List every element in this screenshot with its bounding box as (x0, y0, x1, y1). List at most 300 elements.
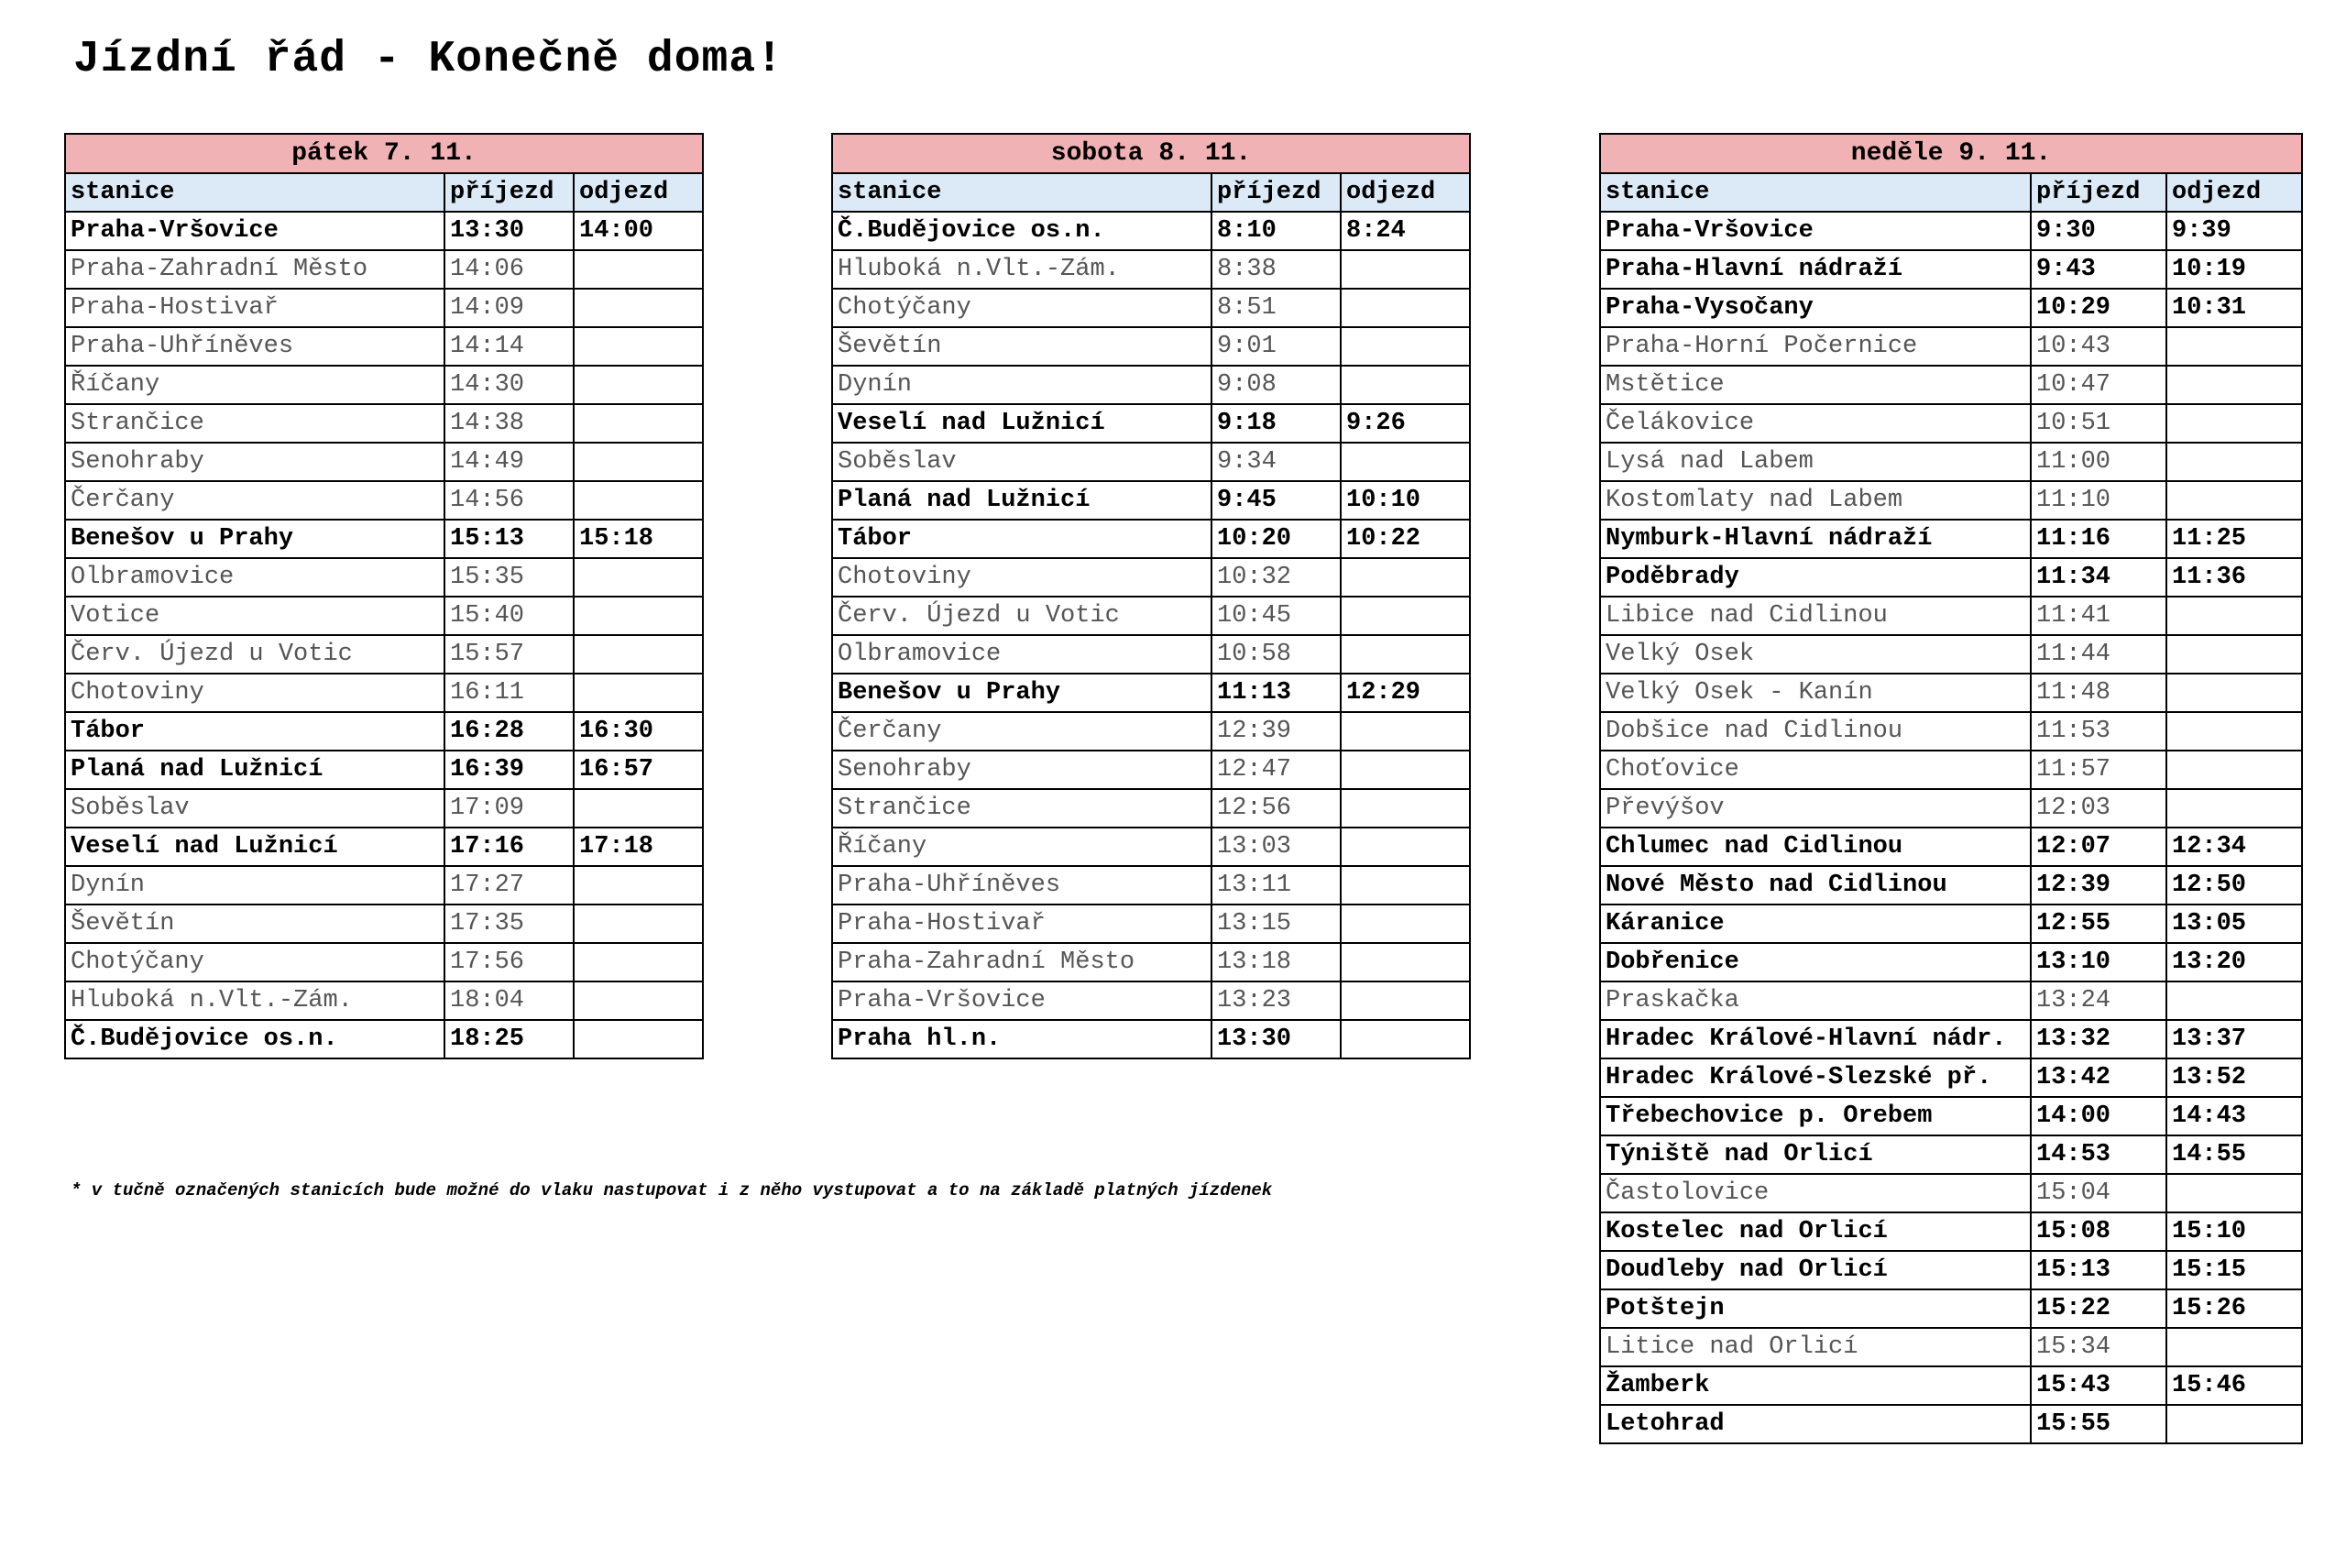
station-cell: Praha-Vršovice (65, 212, 444, 250)
departure-cell (1341, 905, 1470, 943)
arrival-cell: 11:16 (2031, 520, 2166, 558)
station-cell: Dobšice nad Cidlinou (1600, 712, 2031, 751)
departure-cell (1341, 289, 1470, 327)
station-cell: Chotýčany (65, 943, 444, 981)
departure-cell (2166, 404, 2302, 443)
table-row (832, 828, 1470, 866)
station-cell: Dynín (65, 866, 444, 905)
day-header (832, 134, 1470, 173)
table-row (1600, 327, 2302, 366)
table-row (1600, 635, 2302, 674)
arrival-cell: 15:55 (2031, 1405, 2166, 1443)
table-row (1600, 1212, 2302, 1251)
station-cell: Praha-Uhříněves (832, 866, 1211, 905)
table-row (1600, 866, 2302, 905)
departure-cell (574, 250, 703, 289)
table-row (65, 712, 703, 751)
table-row (1600, 366, 2302, 404)
station-cell: Praha-Hlavní nádraží (1600, 250, 2031, 289)
departure-cell (2166, 366, 2302, 404)
station-cell: Chlumec nad Cidlinou (1600, 828, 2031, 866)
arrival-cell: 9:30 (2031, 212, 2166, 250)
arrival-cell: 9:18 (1211, 404, 1341, 443)
arrival-cell: 10:29 (2031, 289, 2166, 327)
column-header-arrival: příjezd (444, 173, 574, 212)
station-cell: Říčany (65, 366, 444, 404)
departure-cell (2166, 981, 2302, 1020)
departure-cell: 9:26 (1341, 404, 1470, 443)
arrival-cell: 14:14 (444, 327, 574, 366)
departure-cell (2166, 712, 2302, 751)
arrival-cell: 15:40 (444, 597, 574, 635)
station-cell: Červ. Újezd u Votic (65, 635, 444, 674)
arrival-cell: 14:53 (2031, 1135, 2166, 1174)
station-cell: Praha hl.n. (832, 1020, 1211, 1058)
arrival-cell: 8:38 (1211, 250, 1341, 289)
arrival-cell: 13:42 (2031, 1058, 2166, 1097)
station-cell: Soběslav (832, 443, 1211, 481)
timetable-saturday (831, 133, 1471, 1059)
arrival-cell: 10:20 (1211, 520, 1341, 558)
station-cell: Říčany (832, 828, 1211, 866)
station-cell: Čelákovice (1600, 404, 2031, 443)
arrival-cell: 11:10 (2031, 481, 2166, 520)
departure-cell: 10:22 (1341, 520, 1470, 558)
arrival-cell: 12:39 (1211, 712, 1341, 751)
table-row (1600, 751, 2302, 789)
station-cell: Čerčany (65, 481, 444, 520)
departure-cell (1341, 366, 1470, 404)
station-cell: Hradec Králové-Hlavní nádr. (1600, 1020, 2031, 1058)
departure-cell (1341, 828, 1470, 866)
departure-cell (574, 866, 703, 905)
arrival-cell: 8:51 (1211, 289, 1341, 327)
table-row (1600, 289, 2302, 327)
departure-cell (574, 943, 703, 981)
arrival-cell: 9:43 (2031, 250, 2166, 289)
station-cell: Hluboká n.Vlt.-Zám. (65, 981, 444, 1020)
station-cell: Mstětice (1600, 366, 2031, 404)
arrival-cell: 11:13 (1211, 674, 1341, 712)
station-cell: Žamberk (1600, 1366, 2031, 1405)
departure-cell: 15:18 (574, 520, 703, 558)
station-cell: Praha-Vršovice (832, 981, 1211, 1020)
departure-cell: 13:52 (2166, 1058, 2302, 1097)
departure-cell (2166, 789, 2302, 828)
station-cell: Praha-Horní Počernice (1600, 327, 2031, 366)
table-row (1600, 1135, 2302, 1174)
table-row (832, 905, 1470, 943)
departure-cell: 12:29 (1341, 674, 1470, 712)
table-row (1600, 558, 2302, 597)
table-row (832, 443, 1470, 481)
table-row (65, 443, 703, 481)
table-row (1600, 597, 2302, 635)
arrival-cell: 10:45 (1211, 597, 1341, 635)
departure-cell: 14:00 (574, 212, 703, 250)
table-row (65, 520, 703, 558)
departure-cell (1341, 635, 1470, 674)
arrival-cell: 17:56 (444, 943, 574, 981)
departure-cell (574, 1020, 703, 1058)
departure-cell: 16:30 (574, 712, 703, 751)
table-row (832, 597, 1470, 635)
station-cell: Benešov u Prahy (65, 520, 444, 558)
arrival-cell: 13:23 (1211, 981, 1341, 1020)
arrival-cell: 18:04 (444, 981, 574, 1020)
station-cell: Chotýčany (832, 289, 1211, 327)
departure-cell (2166, 481, 2302, 520)
station-cell: Libice nad Cidlinou (1600, 597, 2031, 635)
table-row (832, 250, 1470, 289)
table-row (832, 943, 1470, 981)
station-cell: Hluboká n.Vlt.-Zám. (832, 250, 1211, 289)
station-cell: Kostomlaty nad Labem (1600, 481, 2031, 520)
departure-cell (574, 635, 703, 674)
arrival-cell: 13:32 (2031, 1020, 2166, 1058)
arrival-cell: 11:48 (2031, 674, 2166, 712)
station-cell: Olbramovice (832, 635, 1211, 674)
page-title: Jízdní řád - Konečně doma! (73, 35, 784, 84)
station-cell: Praha-Vysočany (1600, 289, 2031, 327)
station-cell: Praha-Zahradní Město (65, 250, 444, 289)
table-row (832, 212, 1470, 250)
departure-cell (1341, 789, 1470, 828)
table-row (1600, 520, 2302, 558)
table-row (65, 789, 703, 828)
table-row (832, 558, 1470, 597)
station-cell: Olbramovice (65, 558, 444, 597)
day-label: pátek 7. 11. (65, 134, 703, 173)
arrival-cell: 10:43 (2031, 327, 2166, 366)
arrival-cell: 14:56 (444, 481, 574, 520)
departure-cell (1341, 1020, 1470, 1058)
departure-cell (2166, 327, 2302, 366)
arrival-cell: 15:13 (2031, 1251, 2166, 1289)
arrival-cell: 8:10 (1211, 212, 1341, 250)
arrival-cell: 16:11 (444, 674, 574, 712)
column-header-station: stanice (65, 173, 444, 212)
table-row (1600, 981, 2302, 1020)
arrival-cell: 12:56 (1211, 789, 1341, 828)
station-cell: Čerčany (832, 712, 1211, 751)
arrival-cell: 12:47 (1211, 751, 1341, 789)
station-cell: Votice (65, 597, 444, 635)
table-row (65, 366, 703, 404)
arrival-cell: 11:57 (2031, 751, 2166, 789)
station-cell: Nové Město nad Cidlinou (1600, 866, 2031, 905)
table-row (1600, 1020, 2302, 1058)
departure-cell: 11:36 (2166, 558, 2302, 597)
departure-cell: 15:10 (2166, 1212, 2302, 1251)
station-cell: Velký Osek - Kanín (1600, 674, 2031, 712)
arrival-cell: 12:39 (2031, 866, 2166, 905)
table-row (1600, 1328, 2302, 1366)
table-row (832, 481, 1470, 520)
station-cell: Poděbrady (1600, 558, 2031, 597)
arrival-cell: 12:55 (2031, 905, 2166, 943)
departure-cell (574, 366, 703, 404)
station-cell: Č.Budějovice os.n. (65, 1020, 444, 1058)
departure-cell (574, 597, 703, 635)
departure-cell: 10:31 (2166, 289, 2302, 327)
table-row (1600, 674, 2302, 712)
table-row (1600, 1251, 2302, 1289)
arrival-cell: 15:34 (2031, 1328, 2166, 1366)
arrival-cell: 9:45 (1211, 481, 1341, 520)
arrival-cell: 11:53 (2031, 712, 2166, 751)
station-cell: Praskačka (1600, 981, 2031, 1020)
station-cell: Kostelec nad Orlicí (1600, 1212, 2031, 1251)
arrival-cell: 15:08 (2031, 1212, 2166, 1251)
station-cell: Choťovice (1600, 751, 2031, 789)
table-row (832, 520, 1470, 558)
table-row (65, 674, 703, 712)
table-row (832, 751, 1470, 789)
departure-cell: 8:24 (1341, 212, 1470, 250)
table-row (65, 212, 703, 250)
arrival-cell: 17:16 (444, 828, 574, 866)
table-row (1600, 1289, 2302, 1328)
station-cell: Tábor (832, 520, 1211, 558)
arrival-cell: 17:35 (444, 905, 574, 943)
station-cell: Dynín (832, 366, 1211, 404)
arrival-cell: 13:11 (1211, 866, 1341, 905)
departure-cell (2166, 635, 2302, 674)
station-cell: Praha-Uhříněves (65, 327, 444, 366)
table-row (832, 366, 1470, 404)
arrival-cell: 15:22 (2031, 1289, 2166, 1328)
arrival-cell: 10:32 (1211, 558, 1341, 597)
station-cell: Převýšov (1600, 789, 2031, 828)
departure-cell (2166, 1328, 2302, 1366)
table-row (65, 828, 703, 866)
station-cell: Nymburk-Hlavní nádraží (1600, 520, 2031, 558)
departure-cell (574, 789, 703, 828)
arrival-cell: 10:58 (1211, 635, 1341, 674)
arrival-cell: 11:41 (2031, 597, 2166, 635)
arrival-cell: 13:30 (1211, 1020, 1341, 1058)
table-row (832, 1020, 1470, 1058)
station-cell: Planá nad Lužnicí (832, 481, 1211, 520)
arrival-cell: 14:38 (444, 404, 574, 443)
table-row (65, 250, 703, 289)
timetable-friday (64, 133, 704, 1059)
departure-cell (2166, 597, 2302, 635)
day-header (65, 134, 703, 173)
station-cell: Káranice (1600, 905, 2031, 943)
arrival-cell: 16:28 (444, 712, 574, 751)
arrival-cell: 11:00 (2031, 443, 2166, 481)
arrival-cell: 14:06 (444, 250, 574, 289)
departure-cell (1341, 866, 1470, 905)
table-row (1600, 1174, 2302, 1212)
station-cell: Tábor (65, 712, 444, 751)
table-row (1600, 1366, 2302, 1405)
column-header-station: stanice (1600, 173, 2031, 212)
departure-cell (574, 404, 703, 443)
arrival-cell: 14:30 (444, 366, 574, 404)
station-cell: Dobřenice (1600, 943, 2031, 981)
column-header-departure: odjezd (574, 173, 703, 212)
arrival-cell: 12:07 (2031, 828, 2166, 866)
station-cell: Č.Budějovice os.n. (832, 212, 1211, 250)
table-row (65, 558, 703, 597)
departure-cell (1341, 558, 1470, 597)
timetable-sunday (1599, 133, 2303, 1444)
departure-cell (574, 981, 703, 1020)
table-row (65, 981, 703, 1020)
table-row (832, 635, 1470, 674)
departure-cell (1341, 443, 1470, 481)
arrival-cell: 15:13 (444, 520, 574, 558)
table-row (65, 597, 703, 635)
departure-cell (1341, 751, 1470, 789)
departure-cell: 16:57 (574, 751, 703, 789)
departure-cell (574, 481, 703, 520)
arrival-cell: 10:51 (2031, 404, 2166, 443)
column-header-departure: odjezd (1341, 173, 1470, 212)
table-row (1600, 905, 2302, 943)
arrival-cell: 11:34 (2031, 558, 2166, 597)
arrival-cell: 17:27 (444, 866, 574, 905)
arrival-cell: 9:01 (1211, 327, 1341, 366)
table-row (65, 751, 703, 789)
table-row (65, 481, 703, 520)
arrival-cell: 13:30 (444, 212, 574, 250)
departure-cell: 10:10 (1341, 481, 1470, 520)
arrival-cell: 15:35 (444, 558, 574, 597)
station-cell: Potštejn (1600, 1289, 2031, 1328)
station-cell: Velký Osek (1600, 635, 2031, 674)
station-cell: Lysá nad Labem (1600, 443, 2031, 481)
arrival-cell: 13:10 (2031, 943, 2166, 981)
arrival-cell: 9:34 (1211, 443, 1341, 481)
arrival-cell: 16:39 (444, 751, 574, 789)
station-cell: Chotoviny (65, 674, 444, 712)
departure-cell (1341, 597, 1470, 635)
table-row (832, 866, 1470, 905)
departure-cell (1341, 712, 1470, 751)
departure-cell (2166, 443, 2302, 481)
departure-cell: 15:46 (2166, 1366, 2302, 1405)
arrival-cell: 14:49 (444, 443, 574, 481)
table-row (1600, 1405, 2302, 1443)
table-row (65, 327, 703, 366)
column-header-arrival: příjezd (2031, 173, 2166, 212)
departure-cell: 17:18 (574, 828, 703, 866)
departure-cell: 14:55 (2166, 1135, 2302, 1174)
day-label: sobota 8. 11. (832, 134, 1470, 173)
departure-cell: 14:43 (2166, 1097, 2302, 1135)
table-row (65, 943, 703, 981)
arrival-cell: 13:03 (1211, 828, 1341, 866)
departure-cell (574, 905, 703, 943)
departure-cell (574, 289, 703, 327)
station-cell: Strančice (832, 789, 1211, 828)
table-row (1600, 443, 2302, 481)
departure-cell (1341, 943, 1470, 981)
day-label: neděle 9. 11. (1600, 134, 2302, 173)
table-row (832, 789, 1470, 828)
arrival-cell: 13:24 (2031, 981, 2166, 1020)
table-row (1600, 404, 2302, 443)
table-row (65, 905, 703, 943)
footnote: * v tučně označených stanicích bude možné do vlaku nastupovat i z něho vystupovat a to na základě platných jízdenek (71, 1180, 1273, 1201)
column-header-arrival: příjezd (1211, 173, 1341, 212)
table-row (1600, 789, 2302, 828)
table-row (1600, 943, 2302, 981)
table-row (65, 635, 703, 674)
station-cell: Hradec Králové-Slezské př. (1600, 1058, 2031, 1097)
column-header-row (65, 173, 703, 212)
table-row (1600, 1058, 2302, 1097)
column-header-row (832, 173, 1470, 212)
departure-cell: 13:05 (2166, 905, 2302, 943)
table-row (832, 404, 1470, 443)
departure-cell: 13:20 (2166, 943, 2302, 981)
departure-cell (2166, 1174, 2302, 1212)
day-header (1600, 134, 2302, 173)
table-row (1600, 250, 2302, 289)
table-row (832, 712, 1470, 751)
departure-cell (2166, 674, 2302, 712)
departure-cell (574, 674, 703, 712)
table-row (65, 404, 703, 443)
station-cell: Doudleby nad Orlicí (1600, 1251, 2031, 1289)
departure-cell: 15:26 (2166, 1289, 2302, 1328)
station-cell: Strančice (65, 404, 444, 443)
arrival-cell: 13:15 (1211, 905, 1341, 943)
arrival-cell: 15:43 (2031, 1366, 2166, 1405)
table-row (832, 289, 1470, 327)
station-cell: Veselí nad Lužnicí (65, 828, 444, 866)
departure-cell: 11:25 (2166, 520, 2302, 558)
departure-cell (574, 558, 703, 597)
table-row (1600, 1097, 2302, 1135)
station-cell: Červ. Újezd u Votic (832, 597, 1211, 635)
arrival-cell: 11:44 (2031, 635, 2166, 674)
departure-cell (574, 327, 703, 366)
station-cell: Litice nad Orlicí (1600, 1328, 2031, 1366)
station-cell: Praha-Hostivař (832, 905, 1211, 943)
departure-cell (2166, 751, 2302, 789)
column-header-row (1600, 173, 2302, 212)
column-header-departure: odjezd (2166, 173, 2302, 212)
departure-cell: 10:19 (2166, 250, 2302, 289)
station-cell: Praha-Zahradní Město (832, 943, 1211, 981)
station-cell: Letohrad (1600, 1405, 2031, 1443)
arrival-cell: 18:25 (444, 1020, 574, 1058)
station-cell: Planá nad Lužnicí (65, 751, 444, 789)
column-header-station: stanice (832, 173, 1211, 212)
station-cell: Chotoviny (832, 558, 1211, 597)
departure-cell (2166, 1405, 2302, 1443)
departure-cell: 9:39 (2166, 212, 2302, 250)
table-row (1600, 481, 2302, 520)
departure-cell (1341, 981, 1470, 1020)
station-cell: Týniště nad Orlicí (1600, 1135, 2031, 1174)
table-row (1600, 828, 2302, 866)
arrival-cell: 14:00 (2031, 1097, 2166, 1135)
station-cell: Soběslav (65, 789, 444, 828)
arrival-cell: 15:04 (2031, 1174, 2166, 1212)
arrival-cell: 15:57 (444, 635, 574, 674)
table-row (65, 1020, 703, 1058)
departure-cell (1341, 250, 1470, 289)
table-row (65, 289, 703, 327)
station-cell: Ševětín (832, 327, 1211, 366)
